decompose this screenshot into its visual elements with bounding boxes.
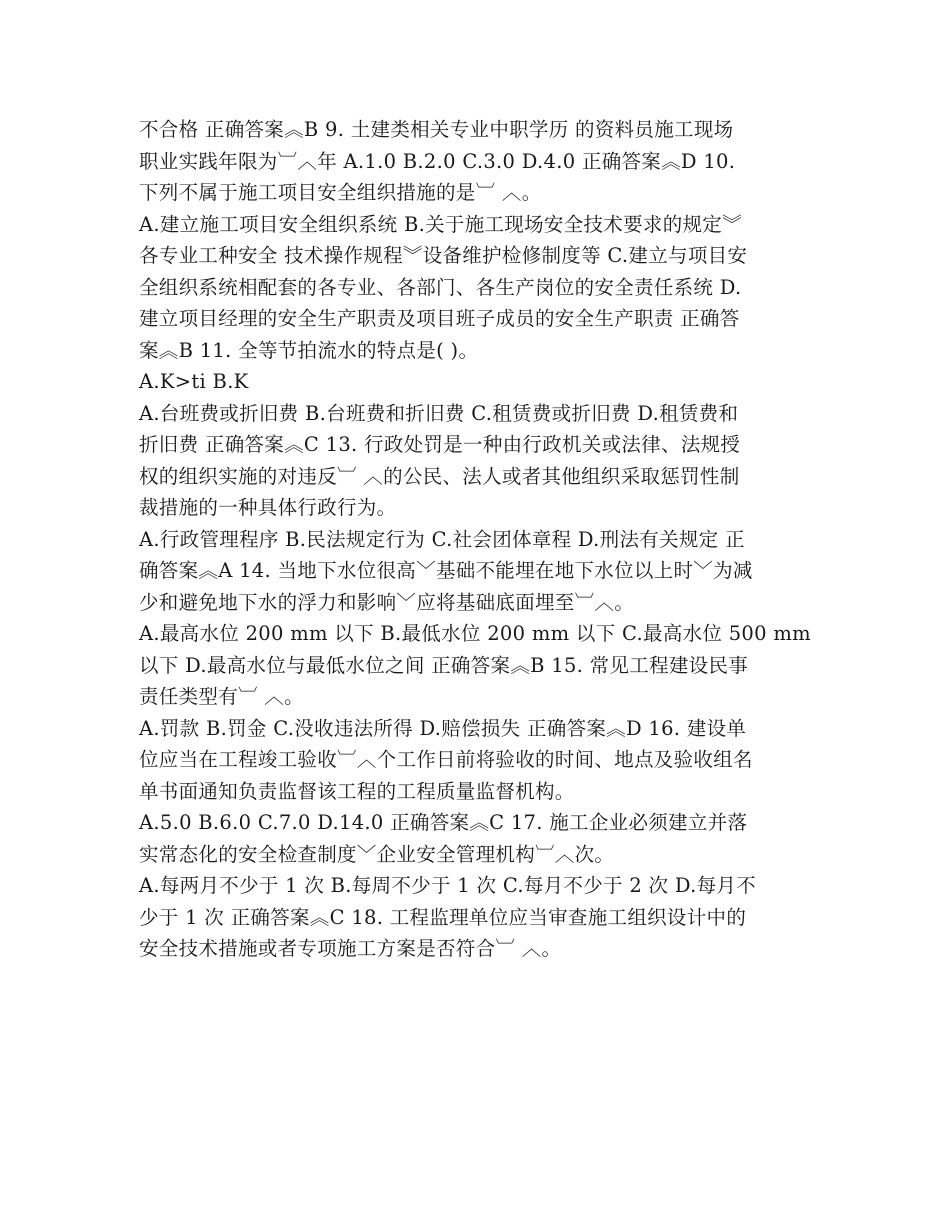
- document-body: [139, 114, 819, 965]
- text-line: 案︽B 11. 全等节拍流水的特点是( )。: [139, 338, 479, 362]
- text-line: A.每两月不少于 1 次 B.每周不少于 1 次 C.每月不少于 2 次 D.每月不: [139, 874, 756, 897]
- text-line: A.罚款 B.罚金 C.没收违法所得 D.赔偿损失 正确答案︽D 16. 建设单: [139, 716, 747, 740]
- text-line: 裁措施的一种具体行政行为。: [139, 496, 397, 519]
- text-line: 下列不属于施工项目安全组织措施的是︺ ︿。: [139, 181, 542, 204]
- text-line: 实常态化的安全检查制度﹀企业安全管理机构︺︿次。: [139, 842, 615, 866]
- text-line: 少和避免地下水的浮力和影响﹀应将基础底面埋至︺︿。: [139, 590, 635, 614]
- text-line: 以下 D.最高水位与最低水位之间 正确答案︽B 15. 常见工程建设民事: [139, 653, 749, 677]
- text-line: 位应当在工程竣工验收︺︿个工作日前将验收的时间、地点及验收组名: [139, 748, 753, 771]
- text-line: 不合格 正确答案︽B 9. 土建类相关专业中职学历 的资料员施工现场: [139, 118, 734, 141]
- text-line: 职业实践年限为︺︿年 A.1.0 B.2.0 C.3.0 D.4.0 正确答案︽D 10.: [139, 149, 736, 173]
- text-line: 安全技术措施或者专项施工方案是否符合︺ ︿。: [139, 937, 562, 960]
- text-line: 建立项目经理的安全生产职责及项目班子成员的安全生产职责 正确答: [139, 307, 740, 330]
- text-line: A.最高水位 200 mm 以下 B.最低水位 200 mm 以下 C.最高水位 500 mm: [139, 622, 811, 645]
- text-line: 单书面通知负责监督该工程的工程质量监督机构。: [139, 779, 575, 803]
- text-line: 少于 1 次 正确答案︽C 18. 工程监理单位应当审查施工组织设计中的: [139, 905, 747, 929]
- text-line: A.K>ti B.K: [139, 370, 249, 393]
- text-line: A.行政管理程序 B.民法规定行为 C.社会团体章程 D.刑法有关规定 正: [139, 527, 745, 551]
- text-line: A.台班费或折旧费 B.台班费和折旧费 C.租赁费或折旧费 D.租赁费和: [139, 401, 739, 425]
- text-line: A.5.0 B.6.0 C.7.0 D.14.0 正确答案︽C 17. 施工企业必须建立并落: [139, 811, 748, 834]
- text-line: 权的组织实施的对违反︺ ︿的公民、法人或者其他组织采取惩罚性制: [139, 464, 740, 488]
- text-line: 确答案︽A 14. 当地下水位很高﹀基础不能埋在地下水位以上时﹀为减: [139, 559, 753, 582]
- text-line: 各专业工种安全 技术操作规程︾设备维护检修制度等 C.建立与项目安: [139, 244, 748, 267]
- text-line: A.建立施工项目安全组织系统 B.关于施工现场安全技术要求的规定︾: [139, 212, 742, 236]
- text-line: 折旧费 正确答案︽C 13. 行政处罚是一种由行政机关或法律、法规授: [139, 433, 741, 456]
- text-line: 全组织系统相配套的各专业、各部门、各生产岗位的安全责任系统 D.: [139, 275, 742, 299]
- text-line: 责任类型有︺ ︿。: [139, 685, 304, 708]
